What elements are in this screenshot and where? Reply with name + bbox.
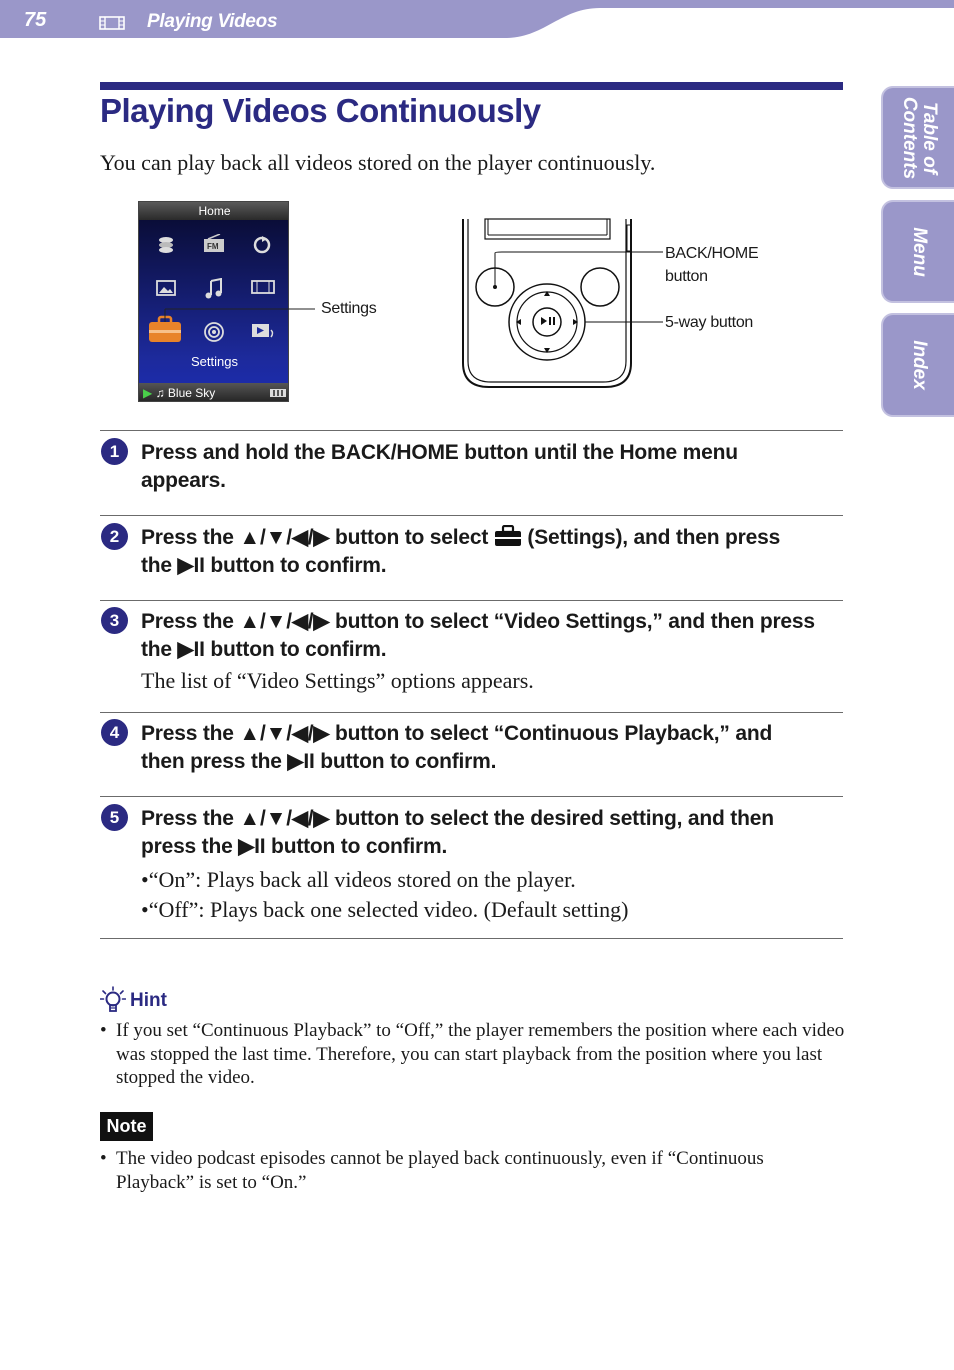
step-5-line-1: Press the ▲/▼/◀/▶ button to select the desired setting, and then (141, 807, 774, 830)
tab-label: Index (908, 340, 930, 390)
intro-text: You can play back all videos stored on the player continuously. (100, 150, 656, 175)
podcast-icon (155, 234, 177, 254)
step-number-4: 4 (101, 719, 128, 746)
step-number-1: 1 (101, 438, 128, 465)
step-3-line-1: Press the ▲/▼/◀/▶ button to select “Video Settings,” and then press (141, 610, 815, 633)
step-4-line-2: then press the ▶II button to confirm. (141, 750, 497, 773)
tab-table-of-contents[interactable] (881, 86, 954, 189)
step-4-line-1: Press the ▲/▼/◀/▶ button to select “Continuous Playback,” and (141, 722, 773, 745)
step-5-line-2: press the ▶II button to confirm. (141, 835, 448, 858)
step-3-instruction (141, 608, 846, 664)
tab-index[interactable] (881, 313, 954, 417)
player-device-illustration (455, 215, 670, 400)
step-divider (100, 796, 843, 797)
bullet: • (100, 1020, 107, 1041)
step-4-instruction (141, 720, 846, 776)
step-number-2: 2 (101, 523, 128, 550)
music-icon (203, 278, 225, 298)
back-home-callout-label (665, 242, 758, 288)
note-label: Note (100, 1112, 153, 1141)
step-2-line-1b: (Settings), and then press (527, 526, 781, 549)
step-1-line-1: Press and hold the BACK/HOME button until the Home menu (141, 441, 738, 464)
step-divider (100, 712, 843, 713)
page-number: 75 (24, 9, 47, 31)
hint-text-block (100, 1019, 845, 1090)
tab-menu[interactable] (881, 200, 954, 303)
tab-label: Menu (908, 226, 930, 277)
hint-text: If you set “Continuous Playback” to “Off,” the player remembers the position where each video was stopped the last time. Therefore, you can start playback from the position where you last stopped the video. (116, 1020, 845, 1088)
step-2-line-2: the ▶II button to confirm. (141, 554, 387, 577)
header-band (0, 0, 954, 40)
step-number-5: 5 (101, 804, 128, 831)
step-2-instruction (141, 524, 846, 580)
step-1-instruction (141, 439, 846, 495)
option-on: •“On”: Plays back all videos stored on the player. (141, 867, 576, 892)
hint-label: Hint (130, 990, 167, 1011)
now-playing-title: Blue Sky (167, 386, 216, 400)
tab-label: Table of Contents (898, 96, 940, 179)
fm-radio-icon (202, 234, 224, 254)
step-3-result: The list of “Video Settings” options appears. (141, 668, 534, 693)
five-way-callout-label: 5-way button (665, 314, 754, 331)
option-off: •“Off”: Plays back one selected video. (Default setting) (141, 897, 629, 922)
settings-callout-line (160, 300, 320, 330)
back-home-callout-line2: button (665, 268, 708, 285)
step-number-3: 3 (101, 607, 128, 634)
settings-callout-label: Settings (321, 300, 377, 317)
step-1-line-2: appears. (141, 469, 226, 492)
back-home-callout-line1: BACK/HOME (665, 245, 759, 262)
photo-icon (155, 278, 177, 298)
step-divider (100, 600, 843, 601)
step-2-line-1a: Press the ▲/▼/◀/▶ button to select (141, 526, 489, 549)
bullet: • (100, 1148, 107, 1169)
section-title: Playing Videos (147, 11, 278, 32)
music-note-icon: ♫ (155, 386, 165, 400)
note-text: The video podcast episodes cannot be played back continuously, even if “Continuous Playback” is set to “On.” (116, 1148, 764, 1193)
step-3-line-2: the ▶II button to confirm. (141, 638, 387, 661)
now-playing-bar (139, 383, 289, 402)
note-text-block (100, 1147, 845, 1194)
step-divider (100, 938, 843, 939)
screen-header: Home (139, 202, 289, 220)
play-indicator-icon: ▶ (143, 386, 153, 400)
shuffle-icon (251, 234, 273, 254)
selected-item-label: Settings (191, 354, 238, 369)
step-5-instruction (141, 805, 846, 861)
svg-text:FM: FM (207, 242, 219, 251)
settings-toolbox-icon (494, 525, 522, 547)
step-divider (100, 430, 843, 431)
step-divider (100, 515, 843, 516)
battery-icon (270, 389, 286, 397)
lightbulb-icon (100, 986, 126, 1023)
video-icon (251, 278, 273, 298)
page-header (0, 0, 954, 40)
page-title: Playing Videos Continuously (100, 92, 541, 129)
title-rule (100, 82, 843, 90)
